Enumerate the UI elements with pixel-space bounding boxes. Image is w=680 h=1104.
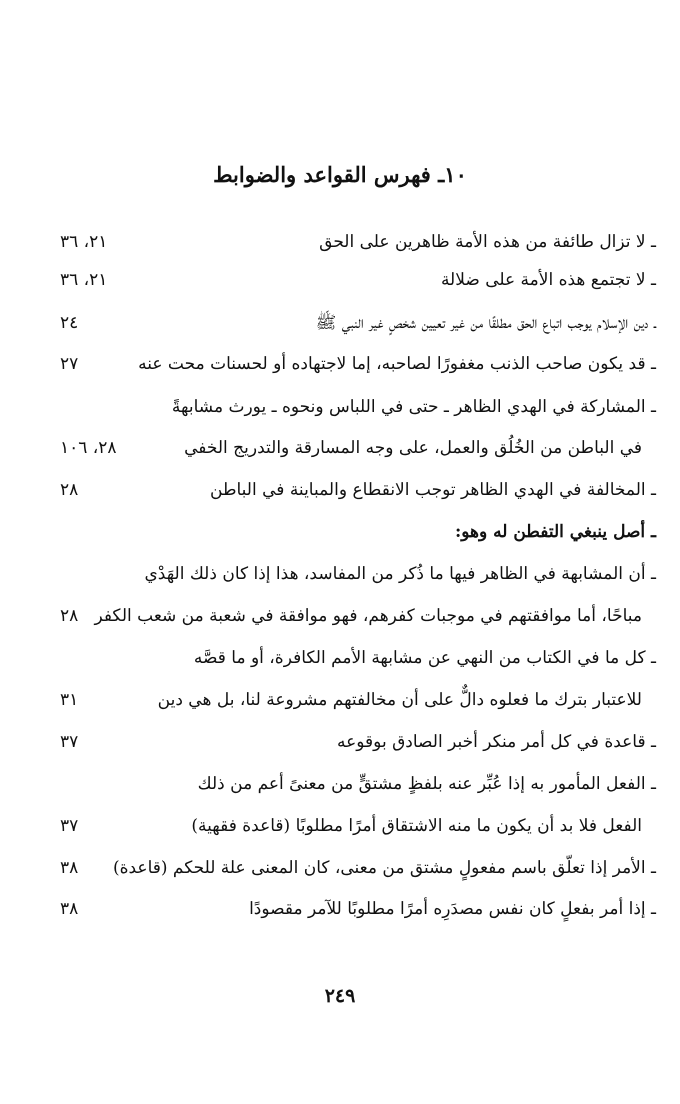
entry-text: ـ إذا أمر بفعلٍ كان نفس مصدَرِه أمرًا مطلوبًا للآمر مقصودًا	[249, 899, 656, 919]
index-heading: ١٠ـ فهرس القواعد والضوابط	[213, 162, 467, 187]
index-entry-heading	[60, 512, 656, 552]
index-entry-continuation	[60, 596, 656, 636]
entry-text: ـ لا تجتمع هذه الأمة على ضلالة	[440, 270, 656, 290]
index-entry-continuation	[60, 806, 656, 846]
entry-pages: ٣٨	[60, 899, 79, 919]
entry-text: ـ أصل ينبغي التفطن له وهو:	[454, 522, 656, 542]
entry-pages: ٢٨	[60, 606, 79, 626]
entry-text: ـ المخالفة في الهدي الظاهر توجب الانقطاع والمباينة في الباطن	[210, 480, 656, 500]
index-entry	[60, 722, 656, 762]
entry-pages: ٣٧	[60, 732, 79, 752]
entry-text: ـ قاعدة في كل أمر منكر أخبر الصادق بوقوعه	[337, 732, 656, 752]
index-entry	[60, 303, 656, 343]
entry-text: في الباطن من الخُلُق والعمل، على وجه المسارقة والتدريج الخفي	[184, 438, 642, 458]
index-entry	[60, 470, 656, 510]
entry-text: ـ لا تزال طائفة من هذه الأمة ظاهرين على الحق	[319, 232, 656, 252]
entry-pages: ٢١، ٣٦	[60, 270, 108, 290]
entry-text: ـ الفعل المأمور به إذا عُبِّر عنه بلفظٍ مشتقٍّ من معنىً أعم من ذلك	[197, 774, 656, 794]
entry-pages: ٣٨	[60, 858, 79, 878]
index-entry	[60, 848, 656, 888]
index-entry	[60, 889, 656, 929]
entry-pages: ٢٧	[60, 354, 79, 374]
page-number: ٢٤٩	[324, 985, 356, 1007]
entry-pages: ٣١	[60, 690, 79, 710]
entry-text: الفعل فلا بد أن يكون ما منه الاشتقاق أمرًا مطلوبًا (قاعدة فقهية)	[191, 816, 642, 836]
index-entry	[60, 387, 656, 427]
index-entry-continuation	[60, 680, 656, 720]
entry-text: ـ قد يكون صاحب الذنب مغفورًا لصاحبه، إما لاجتهاده أو لحسنات محت عنه	[138, 354, 656, 374]
index-entry	[60, 638, 656, 678]
entry-pages: ٢٨	[60, 480, 79, 500]
entry-pages: ٣٧	[60, 816, 79, 836]
index-entry	[60, 764, 656, 804]
entry-text: ـ المشاركة في الهدي الظاهر ـ حتى في اللباس ونحوه ـ يورث مشابهةً	[171, 397, 656, 417]
index-entry-continuation	[60, 428, 656, 468]
index-entry	[60, 344, 656, 384]
entry-text: ـ دين الإسلام يوجب اتباع الحق مطلقًا من غير تعيين شخصٍ غير النبي ﷺ	[315, 313, 656, 333]
index-entry	[60, 222, 656, 262]
index-entry	[60, 260, 656, 300]
entry-text: مباحًا، أما موافقتهم في موجبات كفرهم، فهو موافقة في شعبة من شعب الكفر	[94, 606, 642, 626]
entry-text: ـ كل ما في الكتاب من النهي عن مشابهة الأمم الكافرة، أو ما قصَّه	[193, 648, 656, 668]
entry-pages: ٢١، ٣٦	[60, 232, 108, 252]
entry-text: ـ أن المشابهة في الظاهر فيها ما ذُكر من المفاسد، هذا إذا كان ذلك الهَدْي	[144, 564, 656, 584]
entry-pages: ٢٤	[60, 313, 79, 333]
entry-text: للاعتبار بترك ما فعلوه دالٌّ على أن مخالفتهم مشروعة لنا، بل هي دين	[157, 690, 642, 710]
entry-text: ـ الأمر إذا تعلّق باسم مفعولٍ مشتق من معنى، كان المعنى علة للحكم (قاعدة)	[112, 858, 656, 878]
entry-pages: ٢٨، ١٠٦	[60, 438, 117, 458]
index-entry	[60, 554, 656, 594]
